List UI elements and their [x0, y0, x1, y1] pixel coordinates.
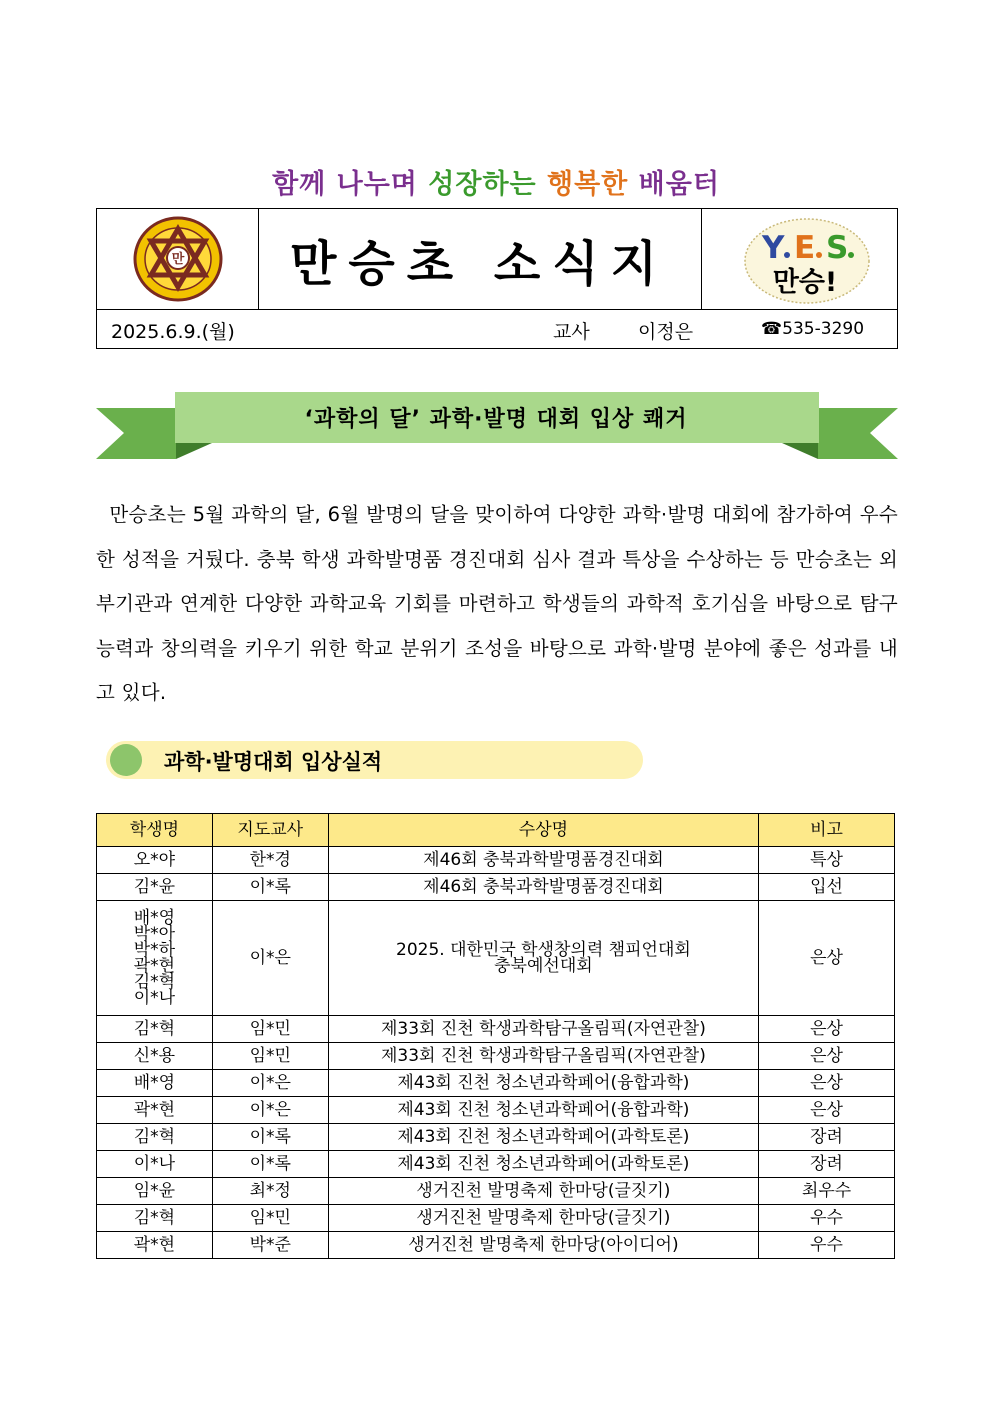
table-row: [97, 1178, 895, 1205]
cell-teacher: 이*은: [212, 901, 328, 1016]
cell-student: 신*용: [97, 1043, 213, 1070]
table-header-row: [97, 814, 895, 847]
teacher-name: 이정은: [638, 321, 694, 343]
yes-letter-e: E: [794, 230, 816, 266]
header-note: 비고: [759, 814, 895, 847]
cell-note: 최우수: [759, 1178, 895, 1205]
yes-bottom-text: 만승!: [772, 267, 838, 298]
banner-title: ‘과학의 달’ 과학·발명 대회 입상 쾌거: [304, 406, 688, 432]
yes-letter-y: Y: [762, 230, 785, 266]
school-emblem-icon: [97, 209, 258, 309]
table-row: [97, 1070, 895, 1097]
cell-teacher: 이*은: [212, 1097, 328, 1124]
cell-student: 곽*현: [97, 1097, 213, 1124]
cell-award: 제46회 충북과학발명품경진대회: [328, 874, 758, 901]
cell-teacher: 임*민: [212, 1205, 328, 1232]
student-name: 박*아: [133, 924, 176, 944]
cell-student: 임*윤: [97, 1178, 213, 1205]
cell-teacher: 임*민: [212, 1043, 328, 1070]
student-name: 배*영: [133, 908, 176, 928]
cell-award: 생거진천 발명축제 한마당(글짓기): [328, 1205, 758, 1232]
cell-award: 제43회 진천 청소년과학페어(과학토론): [328, 1124, 758, 1151]
cell-note: 장려: [759, 1124, 895, 1151]
table-row: [97, 901, 895, 1016]
cell-note: 특상: [759, 847, 895, 874]
table-row: [97, 1205, 895, 1232]
award-line1: 2025. 대한민국 학생창의력 챔피언대회: [396, 940, 691, 960]
issue-date: 2025.6.9.(월): [111, 321, 235, 343]
cell-student: 이*나: [97, 1151, 213, 1178]
section-title: 과학·발명대회 입상실적: [164, 750, 383, 774]
cell-note: 장려: [759, 1151, 895, 1178]
cell-award: 제43회 진천 청소년과학페어(과학토론): [328, 1151, 758, 1178]
cell-teacher: 이*록: [212, 1124, 328, 1151]
award-line2: 충북예선대회: [494, 956, 593, 976]
cell-teacher: 이*록: [212, 874, 328, 901]
student-name: 이*나: [133, 988, 176, 1008]
cell-award: 제33회 진천 학생과학탐구올림픽(자연관찰): [328, 1043, 758, 1070]
cell-award: 제43회 진천 청소년과학페어(융합과학): [328, 1097, 758, 1124]
student-name: 김*혁: [133, 972, 176, 992]
table-row: [97, 1151, 895, 1178]
school-logo-cell: [97, 209, 259, 309]
cell-student: 오*야: [97, 847, 213, 874]
cell-note: 은상: [759, 901, 895, 1016]
cell-students: [97, 901, 213, 1016]
cell-award: 생거진천 발명축제 한마당(글짓기): [328, 1178, 758, 1205]
header-award: 수상명: [328, 814, 758, 847]
header-info-row: [97, 310, 897, 348]
newsletter-title: 만승초 소식지: [258, 209, 702, 309]
bullet-circle-icon: [110, 744, 142, 776]
table-row: [97, 1124, 895, 1151]
table-row: [97, 1016, 895, 1043]
yes-letter-s: S: [826, 230, 849, 266]
cell-student: 김*혁: [97, 1124, 213, 1151]
table-row: [97, 1232, 895, 1259]
cell-student: 곽*현: [97, 1232, 213, 1259]
article-text: 만승초는 5월 과학의 달, 6월 발명의 달을 맞이하여 다양한 과학·발명 대회에 참가하여 우수한 성적을 거뒀다. 충북 학생 과학발명품 경진대회 심사 결과 특상을 수상하는 등 만승초는 외부기관과 연계한 다양한 과학교육 기회를 마련하고 학생들의 과학적 호기심을 바탕으로 탐구 능력과 창의력을 키우기 위한 학교 분위기 조성을 바탕으로 과학·발명 분야에 좋은 성과를 내고 있다.: [96, 503, 899, 704]
cell-note: 은상: [759, 1016, 895, 1043]
table-row: [97, 1043, 895, 1070]
cell-award: 생거진천 발명축제 한마당(아이디어): [328, 1232, 758, 1259]
table-row: [97, 1097, 895, 1124]
header-student: 학생명: [97, 814, 213, 847]
student-name: 박*하: [133, 940, 176, 960]
table-row: [97, 874, 895, 901]
cell-teacher: 한*경: [212, 847, 328, 874]
emblem-text: 만: [171, 252, 185, 267]
cell-student: 김*혁: [97, 1016, 213, 1043]
cell-award: [328, 901, 758, 1016]
cell-teacher: 이*록: [212, 1151, 328, 1178]
section-header: [106, 741, 643, 779]
cell-teacher: 이*은: [212, 1070, 328, 1097]
newsletter-header: [96, 208, 898, 349]
cell-note: 은상: [759, 1097, 895, 1124]
cell-award: 제43회 진천 청소년과학페어(융합과학): [328, 1070, 758, 1097]
cell-award: 제46회 충북과학발명품경진대회: [328, 847, 758, 874]
slogan-part2: 성장하는: [428, 169, 537, 200]
table-row: [97, 847, 895, 874]
cell-student: 배*영: [97, 1070, 213, 1097]
header-teacher: 지도교사: [212, 814, 328, 847]
yes-logo-cell: [702, 209, 898, 309]
teacher-label: 교사: [553, 321, 590, 343]
awards-table: [96, 813, 895, 1259]
slogan-part1: 함께 나누며: [272, 169, 418, 200]
cell-note: 우수: [759, 1232, 895, 1259]
cell-note: 우수: [759, 1205, 895, 1232]
yes-manseung-logo-icon: [702, 209, 898, 309]
cell-award: 제33회 진천 학생과학탐구올림픽(자연관찰): [328, 1016, 758, 1043]
cell-teacher: 박*준: [212, 1232, 328, 1259]
cell-note: 입선: [759, 874, 895, 901]
cell-teacher: 임*민: [212, 1016, 328, 1043]
cell-note: 은상: [759, 1043, 895, 1070]
cell-teacher: 최*정: [212, 1178, 328, 1205]
slogan-part3: 행복한: [547, 169, 629, 200]
cell-note: 은상: [759, 1070, 895, 1097]
school-slogan: [0, 162, 992, 201]
cell-student: 김*혁: [97, 1205, 213, 1232]
student-name: 곽*현: [133, 956, 176, 976]
cell-student: 김*윤: [97, 874, 213, 901]
phone-number: ☎535-3290: [761, 319, 865, 339]
slogan-part4: 배움터: [638, 169, 720, 200]
article-paragraph: [96, 493, 898, 716]
